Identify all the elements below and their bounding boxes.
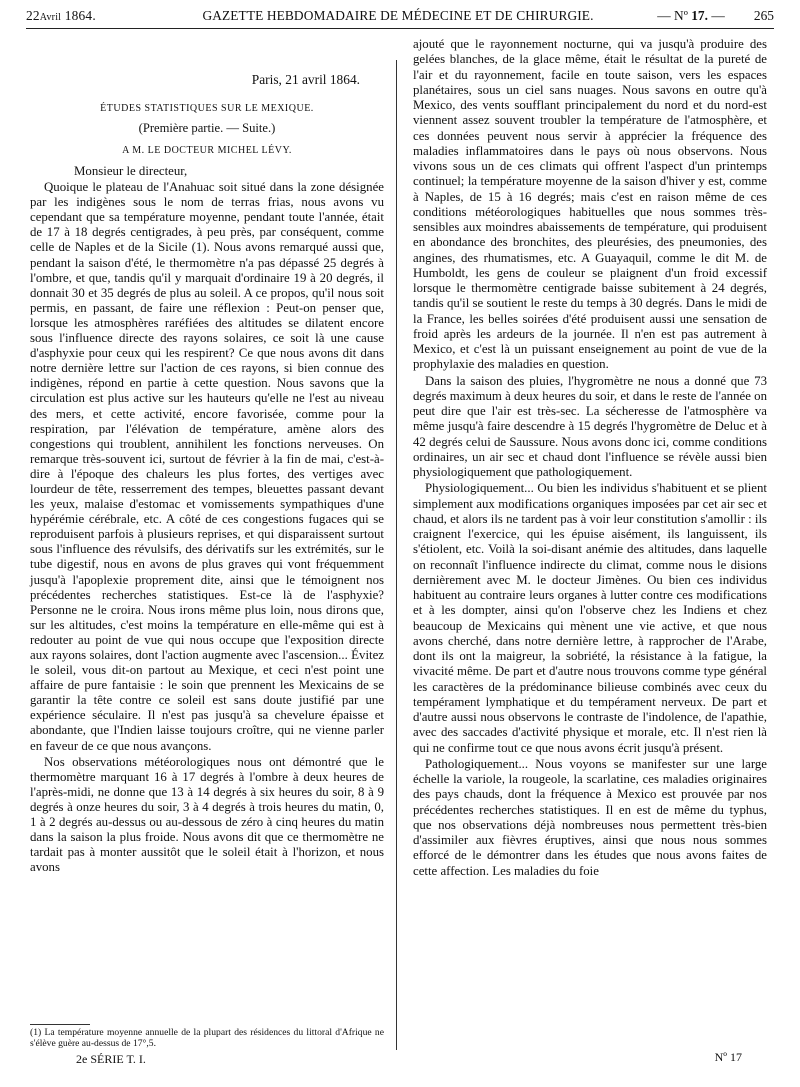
footnote-rule (30, 1024, 90, 1025)
header-rule (26, 28, 774, 29)
series-signature: 2e SÉRIE T. I. (76, 1052, 146, 1066)
footnote: (1) La température moyenne annuelle de la plupart des résidences du littoral d'Afrique ne s'élève guère au-dessus de 17°,5. (30, 1027, 384, 1049)
recipient-line: A M. LE DOCTEUR MICHEL LÉVY. (122, 145, 292, 156)
article-dateline: Paris, 21 avril 1864. (251, 72, 360, 87)
issue-signature: Nº 17 (714, 1050, 742, 1064)
issue-number: — Nº 17. — (657, 8, 725, 23)
issue-date: 22Avril 1864. (26, 8, 96, 23)
paragraph: ajouté que le rayonnement nocturne, qui va jusqu'à produire des gelées blanches, de la glace même, était le résultat de la pureté de l'air et du rayonnement, facile en toute saison, vers les espaces planétaires, sous un ciel sans nuages. Nous savons en outre qu'à Mexico, des vents soufflant principalement du nord et du nord-est viennent assez souvent troubler la température de l'atmosphère, et ces données peuvent nous servir à apprécier la fréquence des maladies inflammatoires dans le pays où nous observons. Nous vivons sous un de ces climats qui offrent l'aspect d'un printemps continuel; la température moyenne de la saison d'hiver y est, comme à Naples, de 15 à 16 degrés; mais c'est en raison même de ces conditions météorologiques habituelles que nous sommes très-sensibles aux moindres abaissements de température, qui produisent en abondance des bronchites, des pleurésies, des pneumonies, des angines, des rhumatismes, etc. A Guayaquil, comme le dit M. de Humboldt, les gens de couleur se plaignent d'un froid excessif lorsque le thermomètre centigrade baisse subitement à 24 degrés, tandis qu'il se soutient le reste du temps à 30 degrés. Dans le midi de la France, les belles soirées d'été produisent aussi une sensation de froid après les ardeurs de la journée. Il n'en est pas autrement à Mexico, et c'est là un puissant enseignement au point de vue de la prophylaxie des maladies en question. (413, 37, 767, 372)
column-separator (396, 60, 397, 1050)
paragraph: Physiologiquement... Ou bien les individus s'habituent et se plient simplement aux modifications organiques imposées par cet air sec et chaud, et alors ils ne tardent pas à voir leur constitution s'amollir : ils craignent l'exercice, qui les épuise aisément, ils languissent, ils s'étiolent, etc. Voilà la soi-disant anémie des altitudes, dans laquelle on reconnaît l'influence indirecte du climat, comme nous le disions dernièrement avec M. le docteur Jimènes. Ou bien ces individus habituent au contraire leurs organes à lutter contre ces modifications et à les dompter, ainsi qu'on l'observe chez les Indiens et chez beaucoup de Mexicains qui mènent une vie active, et que nous avons cherché, dans notre dernière lettre, à rapprocher de l'Arabe, dont ils ont la maigreur, la sobriété, la résistance à la fatigue, la vivacité même. De part et d'autre nous trouvons comme type général les caractères de la prédominance bilieuse combinés avec ceux du tempérament lymphatique et du tempérament nerveux. De part et d'autre aussi nous observons le contraste de l'indolence, de l'apathie, avec des saccades d'activité physique et morale, etc. Il n'est rien là qui ne confirme tout ce que nous avons écrit jusqu'à présent. (413, 481, 768, 755)
section-title: ÉTUDES STATISTIQUES SUR LE MEXIQUE. (100, 103, 314, 114)
issue-date-month: Avril (39, 12, 62, 23)
paragraph: Quoique le plateau de l'Anahuac soit situé dans la zone désignée par les indigènes sous le nom de terras frias, nous avons vu cependant que sa température moyenne, pendant toute l'année, était de 17 à 18 degrés centigrades, à peu près, par conséquent, comme celle de Naples et de la Sicile (1). Nous avons remarqué aussi que, pendant la saison d'été, le thermomètre n'a pas dépassé 25 degrés à l'ombre, et que, tandis qu'il y marquait d'ordinaire 19 à 20 degrés, il donnait 30 et 35 degrés de plus au soleil. A ce propos, qu'il nous soit permis, en passant, de faire une réflexion : Peut-on penser que, lorsque les atmosphères raréfiées des altitudes se dilatent encore sous l'influence directe des rayons solaires, ce soit là une cause d'asphyxie pour ceux qui les respirent? Ce que nous avons dit dans notre dernière lettre sur l'action de ces rayons, si bien connue des indigènes, répond en partie à cette question. Nous savons que la circulation est plus active sur les hauteurs qu'elle ne l'est au niveau des mers, et cette activité, encore favorisée, comme pour la respiration, par l'élévation de température, amène alors des congestions qui troublent, annihilent les fonctions nerveuses. On remarque très-souvent ici, surtout de février à la fin de mai, c'est-à-dire à l'époque des chaleurs les plus fortes, des vertiges avec lourdeur de tête, resserrement des tempes, bleuettes passant devant les yeux, malaise d'estomac et vomissements sympathiques d'une hypérémie cérébrale, etc. A côté de ces congestions fugaces qui se reproduisent parfois à plusieurs reprises, et qui disparaissent surtout sous l'influence des révulsifs, des dérivatifs sur les extrémités, sur le tube digestif, nous en avons de plus graves qui vont fréquemment jusqu'à l'apoplexie proprement dite, ainsi que le témoignent nos précédentes recherches statistiques. Est-ce là de l'asphyxie? Personne ne le croira. Nous irons même plus loin, nous dirons que, sur les altitudes, c'est moins la température en elle-même qui est à redouter au point de vue qui nous occupe que l'exposition directe aux rayons solaires, dont l'action augmente avec l'ascension... Évitez le soleil, vous dit-on partout au Mexique, et ceci n'est point une affaire de pure fantaisie : le soin que prennent les Mexicains de se garantir la tête contre ce soleil est sans doute justifié par une expérience séculaire. Il n'est pas jusqu'à sa chevelure épaisse et abondante, que l'Indien laisse toujours croître, qui ne vienne parler en faveur de ce que nous avançons. (30, 180, 384, 753)
running-head (26, 8, 774, 26)
paragraph: Dans la saison des pluies, l'hygromètre ne nous a donné que 73 degrés maximum à deux heures du soir, et dans le reste de l'année on peut dire que l'air est très-sec. La sécheresse de l'atmosphère va même jusqu'à faire descendre à 15 degrés l'hygromètre de Deluc et à 42 degrés celui de Saussure. Nous avons donc ici, comme conditions ordinaires, un air sec et chaud dont l'influence se révèle aussi bien physiologiquement que pathologiquement. (413, 373, 767, 479)
left-column (30, 164, 384, 875)
part-label: (Première partie. — Suite.) (138, 121, 276, 135)
journal-title: GAZETTE HEBDOMADAIRE DE MÉDECINE ET DE CHIRURGIE. (202, 8, 594, 23)
article-heading (30, 96, 384, 157)
paragraph: Nos observations météorologiques nous ont démontré que le thermomètre marquant 16 à 17 degrés à l'ombre à deux heures de l'après-midi, ne donne que 13 à 14 degrés à six heures du soir, 8 à 9 degrés à onze heures du soir, 3 à 4 degrés à trois heures du matin, 0, 1 à 2 degrés au-dessus ou au-dessous de zéro à cinq heures du matin dans la saison la plus froide. Nous avons dit que ce thermomètre ne tardait pas à monter aussitôt que le soleil était à l'horizon, et nous avons (30, 754, 384, 875)
page-number: 265 (753, 8, 774, 23)
salutation: Monsieur le directeur, (74, 164, 188, 178)
paragraph: Pathologiquement... Nous voyons se manifester sur une large échelle la variole, la rougeole, la scarlatine, ces maladies originaires des pays chauds, dont la fréquence à Mexico est prouvée par nos précédentes recherches statistiques. Il en est de même du typhus, que nos observations déjà nombreuses nous permettent très-bien d'assimiler aux fièvres éruptives, ainsi que nous nous sommes efforcé de le démontrer dans les études que nous avons faites de cette affection. Les maladies du foie (413, 756, 767, 878)
right-column (413, 37, 767, 879)
